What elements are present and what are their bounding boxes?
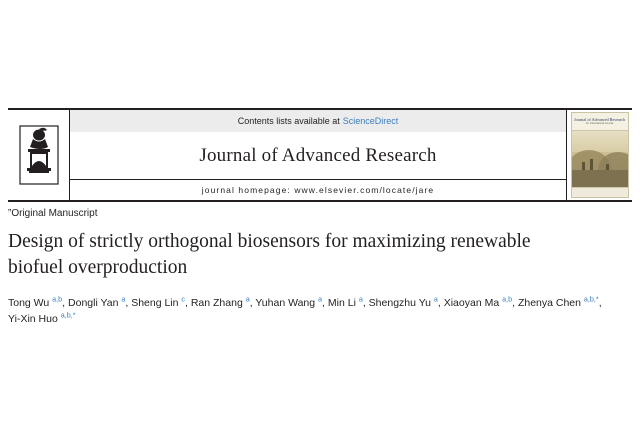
author-affiliation-marker[interactable]: a <box>358 294 363 304</box>
cover-foot <box>572 187 628 197</box>
author-affiliation-marker[interactable]: a,b,* <box>583 294 599 304</box>
masthead-center <box>70 110 566 200</box>
author-affiliation-marker[interactable]: a <box>245 294 250 304</box>
author-name[interactable]: Sheng Lin $^c$ <box>131 294 185 309</box>
article-block <box>8 208 632 327</box>
author-name[interactable]: Min Li $^a$ <box>327 294 363 309</box>
author-name[interactable]: Ran Zhang $^a$ <box>190 294 250 309</box>
cover-artwork <box>572 131 628 187</box>
author-separator: , <box>362 296 369 309</box>
page-title: Design of strictly orthogonal biosensors for maximizing renewable biofuel overproduction <box>8 231 531 278</box>
author-separator: , <box>512 296 518 309</box>
author-separator: , <box>185 296 191 309</box>
journal-homepage-line[interactable]: journal homepage: www.elsevier.com/locate/jare <box>70 179 566 200</box>
author-name[interactable]: Yi-Xin Huo $^{a,b,*}$ <box>8 310 76 326</box>
author-affiliation-marker[interactable]: c <box>181 294 185 304</box>
author-affiliation-marker[interactable]: a,b,* <box>60 310 76 320</box>
journal-title: Journal of Advanced Research <box>199 144 437 166</box>
author-separator: , <box>322 296 328 309</box>
cover-inner <box>571 112 629 198</box>
author-name[interactable]: Tong Wu $^{a,b}$ <box>8 294 63 309</box>
journal-cover-thumbnail <box>566 110 632 200</box>
author-affiliation-marker[interactable]: a,b <box>502 294 513 304</box>
author-name[interactable]: Shengzhu Yu $^a$ <box>368 294 438 309</box>
contents-available-band <box>70 110 566 132</box>
author-separator: , <box>598 296 602 309</box>
author-affiliation-marker[interactable]: a <box>433 294 438 304</box>
author-separator: , <box>249 296 256 309</box>
author-affiliation-marker[interactable]: a,b <box>52 294 63 304</box>
author-separator: , <box>125 296 132 309</box>
cover-head <box>572 113 628 131</box>
sciencedirect-link[interactable]: ScienceDirect <box>342 116 399 126</box>
author-name[interactable]: Zhenya Chen $^{a,b,*}$ <box>517 294 599 309</box>
cover-subtitle: An International Journal <box>585 121 614 125</box>
journal-title-wrap <box>70 132 566 179</box>
author-affiliation-marker[interactable]: a <box>318 294 323 304</box>
author-name[interactable]: Xiaoyan Ma $^{a,b}$ <box>443 294 513 309</box>
author-list <box>8 295 608 328</box>
elsevier-tree-emblem-icon <box>8 110 70 200</box>
author-separator: , <box>62 296 69 309</box>
author-name[interactable]: Dongli Yan $^a$ <box>68 294 126 309</box>
article-type-kicker: ”Original Manuscript <box>8 208 98 219</box>
journal-masthead <box>8 108 632 202</box>
author-separator: , <box>437 296 444 309</box>
contents-available-text: Contents lists available at <box>237 116 340 126</box>
author-name[interactable]: Yuhan Wang $^a$ <box>255 294 323 309</box>
cover-title: Journal of Advanced Research <box>573 117 626 123</box>
author-affiliation-marker[interactable]: a <box>121 294 126 304</box>
